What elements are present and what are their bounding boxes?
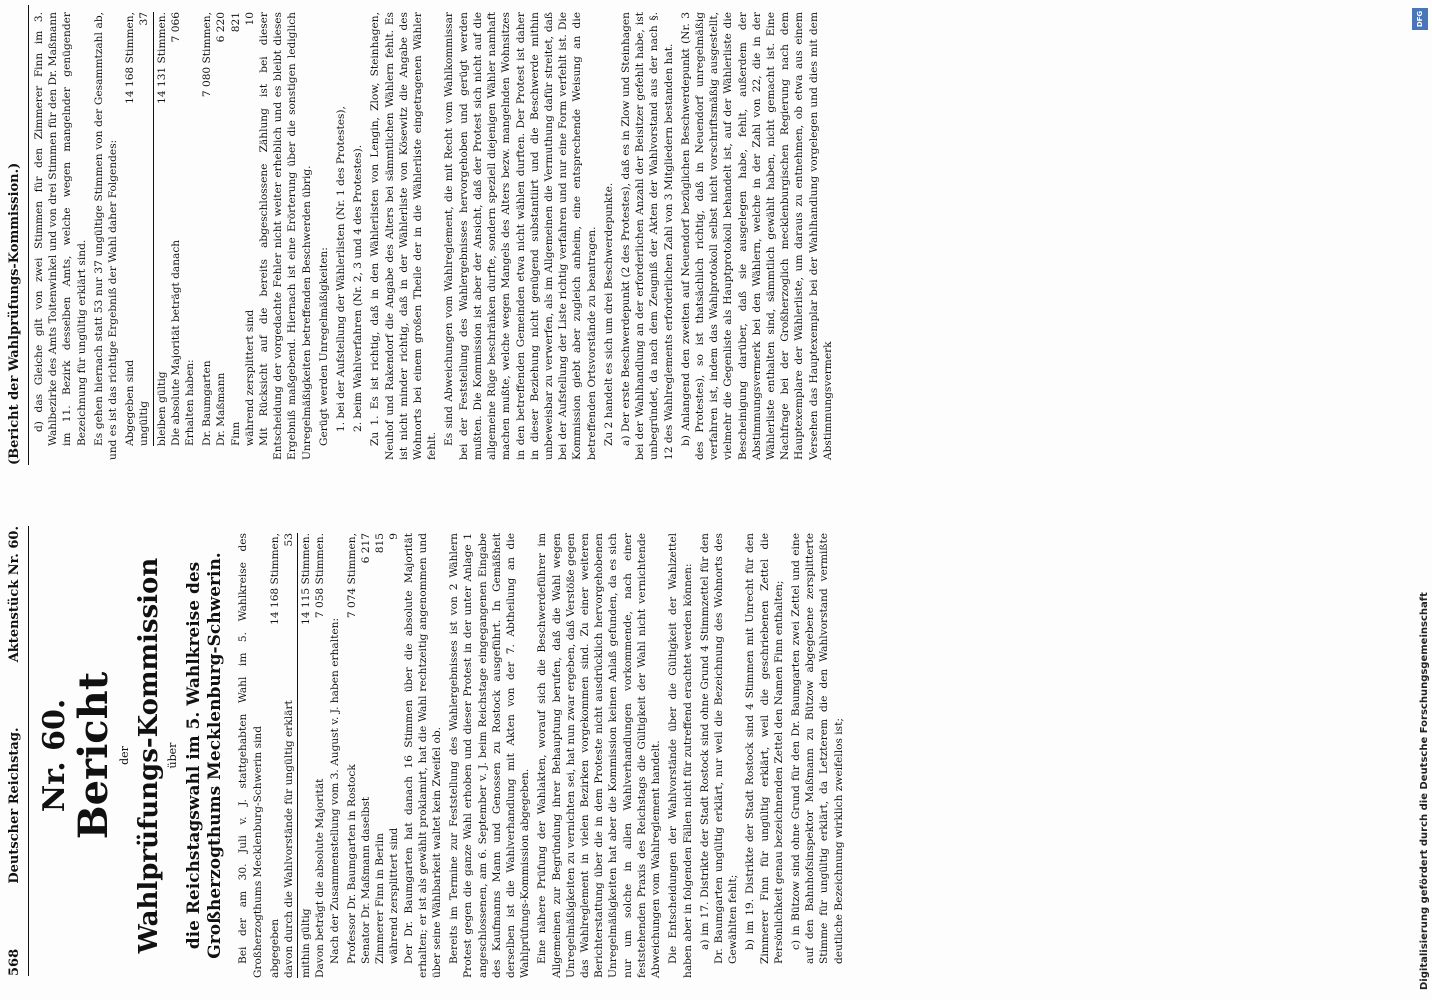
tally-row: abgegeben 14 168 Stimmen, xyxy=(268,533,281,978)
list-item: 2. beim Wahlverfahren (Nr. 2, 3 und 4 des Protestes). xyxy=(352,144,365,432)
dfg-logo-icon: DFG xyxy=(1412,8,1428,30)
candidate-row: Professor Dr. Baumgarten in Rostock 7 074 Stimmen, xyxy=(345,533,358,964)
list-item: d) das Gleiche gilt von zwei Stimmen für den Zimmerer Finn im 3. Wahlbezirke des Amts Toitenwinkel und von drei Stimmen für den Dr. Maßmann im 11. Bezirk desselben Amts, welche wegen mangelnder genügender Bezeichnung für ungültig erklärt sind. xyxy=(33,12,88,446)
body-paragraph: Zu 1. Es ist richtig, daß in den Wählerlisten von Lengin, Zlow, Steinhagen, Neuhof und Rakendorf die Angabe des Alters bei sämmtlichen Wählern fehlt. Es ist nicht minder richtig, daß in der Wählerliste von Kösewitz die Angabe des Wohnorts bei einem großen Theile der in die Wählerliste eingetragenen Wähler fehlt. xyxy=(369,12,439,460)
recount-table xyxy=(123,12,183,446)
received-row: Dr. Maßmann 6 220 xyxy=(215,12,228,446)
recount-row: bleiben gültig 14 131 Stimmen. xyxy=(155,12,168,446)
running-title: Deutscher Reichstag. xyxy=(6,727,22,884)
tally-row: davon durch die Wahlvorstände für ungültig erklärt 53 xyxy=(283,533,296,978)
list-item: c) in Bützow sind ohne Grund für den Dr. Baumgarten zwei Zettel und eine auf den Bahnhofsinspektor Maßmann zu Bützow abgegebene zersplitterte Stimme für ungültig erklärt, da Letzterem die den Wahlvorstand vermißte deutliche Bezeichnung wirklich zweifellos ist; xyxy=(789,533,845,964)
commission-name: Wahlprüfungs-Kommission xyxy=(134,557,165,954)
body-paragraph: Zu 2 handelt es sich um drei Beschwerdepunkte. xyxy=(602,182,615,446)
sum-rule xyxy=(153,12,154,446)
list-item: a) im 17. Distrikte der Stadt Rostock sind ohne Grund 4 Stimmzettel für den Dr. Baumgarten ungültig erklärt, nur weil die Bezeichnung des Wohnorts des Gewählten fehlt; xyxy=(698,533,740,964)
body-paragraph: Eine nähere Prüfung der Wahlakten, worauf sich die Beschwerdeführer im Allgemeinen zur Begründung ihrer Behauptung berufen, daß die Wahl wegen Unregelmäßigkeiten zu vernichten sei, hat nun zwar ergeben, daß Verstöße gegen das Wahlreglement in vielen Bezirken vorgekommen sind. Zu einer weiteren Berichterstattung über die in dem Proteste nicht ausdrücklich hervorgehobenen Unregelmäßigkeiten hat aber die Kommission keinen Anlaß gefunden, da es sich nur um solche in allen Wahlverhandlungen vorkommende, nach einer feststehenden Praxis des Reichstags die Gültigkeit der Wahl nicht vernichtende Abweichungen vom Wahlreglement handelt. xyxy=(536,533,663,978)
body-paragraph: Es sind Abweichungen vom Wahlreglement, die mit Recht vom Wahlkommissar bei der Feststellung des Wahlergebnisses hervorgehoben und gerügt werden mußten. Die Kommission ist aber der Ansicht, daß der Protest sich nicht auf die allgemeine Rüge beschränken durfte, sondern speziell diejenigen Wähler namhaft machen mußte, welche wegen Mangels des Alters bezw. mangelnden Wohnsitzes in den betreffenden Gemeinden etwa nicht wählen durften. Der Protest ist daher in dieser Beziehung nicht genügend substantiirt und die Beschwerde mithin unbeweisbar zu verwerfen, als im Allgemeinen die Vermuthung dafür streitet, daß bei der Aufstellung der Liste richtig verfahren und nur eine Form verfehlt ist. Die Kommission giebt aber zugleich anheim, eine entsprechende Weisung an die betreffenden Ortsvorstände zu beantragen. xyxy=(443,12,598,460)
der-label: der xyxy=(118,746,131,765)
report-subject: die Reichstagswahl im 5. Wahlkreise des Großherzogthums Mecklenburg-Schwerin. xyxy=(184,552,226,959)
body-paragraph: Gerügt werden Unregelmäßigkeiten: xyxy=(317,247,330,446)
document-label: Aktenstück Nr. 60. xyxy=(6,526,22,663)
left-page-header xyxy=(0,526,29,976)
body-paragraph: Der Dr. Baumgarten hat danach 16 Stimmen über die absolute Majorität erhalten; er ist als gewählt proklamirt, hat die Wahl rechtzeitig angenommen und über seine Wählbarkeit waltet kein Zweifel ob. xyxy=(402,533,444,978)
document-title: Bericht xyxy=(70,671,117,840)
sum-rule xyxy=(297,533,298,978)
candidate-row: Zimmerer Finn in Berlin 815 xyxy=(374,533,387,964)
recount-row: ungültig 37 xyxy=(138,12,151,446)
after-tally-paragraph: Nach der Zusammenstellung vom 3. August v. J. haben erhalten: xyxy=(328,617,341,964)
recount-intro: Es gehen hiernach statt 53 nur 37 ungültige Stimmen von der Gesammtzahl ab, und es ist das richtige Ergebniß der Wahl daher Folgendes: xyxy=(92,12,120,460)
candidates-table xyxy=(345,533,402,964)
received-row: während zersplittert sind 10 xyxy=(243,12,256,446)
right-column xyxy=(32,12,838,460)
body-paragraph: Die Entscheidungen der Wahlvorstände über die Gültigkeit der Wahlzettel haben aber in folgenden Fällen nicht für zutreffend erachtet werden können: xyxy=(667,533,694,978)
page-number: 568 xyxy=(6,948,22,976)
tally-row: Davon beträgt die absolute Majorität 7 058 Stimmen. xyxy=(314,533,327,978)
received-row: Dr. Baumgarten 7 080 Stimmen, xyxy=(201,12,214,446)
body-paragraph: Mit Rücksicht auf die bereits abgeschlossene Zählung ist bei dieser Entscheidung der vorgedachte Fehler nicht weiter erheblich und es bleibt dieses Ergebniß maßgebend. Hiernach ist eine Erörterung über die sonstigen lediglich Unregelmäßigkeiten betreffenden Beschwerden übrig. xyxy=(258,12,313,460)
document-number: Nr. 60. xyxy=(37,698,72,813)
body-paragraph: b) Anlangend den zweiten auf Neuendorf bezüglichen Beschwerdepunkt (Nr. 3 des Protestes), so ist thatsächlich richtig, daß in Neuendorf unregelmäßig verfahren ist, indem das Wahlprotokoll selbst nicht vorschriftsmäßig ausgestellt, vielmehr die Gegenliste als Hauptprotokoll behandelt ist, auf der Wählerliste die Bescheinigung darüber, daß sie ausgelegen habe, fehlt, außerdem der Abstimmungsvermerk bei den Wählern, welche in der Zahl von 22, die in der Wählerliste enthalten sind, sämmtlich gewählt haben, nicht gemacht ist. Eine Nachfrage bei der Großherzoglich mecklenburgischen Regierung nach dem Hauptexemplare der Wählerliste, um daraus zu entnehmen, ob etwa aus einem Versehen das Hauptexemplar bei der Wahlhandlung vorgelegen und dies mit dem Abstimmungsvermerk xyxy=(679,12,834,460)
recount-row: Abgegeben sind 14 168 Stimmen, xyxy=(124,12,137,446)
received-row: Finn 821 xyxy=(229,12,242,446)
recount-row: Die absolute Majorität beträgt danach 7 066 xyxy=(169,12,182,446)
intro-paragraph: Bei der am 30. Juli v. J. stattgehabten Wahl im 5. Wahlkreise des Großherzogthums Mecklenburg-Schwerin sind xyxy=(237,533,264,978)
received-label: Erhalten haben: xyxy=(184,359,197,446)
ueber-label: über xyxy=(166,742,180,769)
left-column xyxy=(32,533,849,978)
candidate-row: während zersplittert sind 9 xyxy=(388,533,401,964)
list-item: b) im 19. Distrikte der Stadt Rostock sind 4 Stimmen mit Unrecht für den Zimmerer Finn für ungültig erklärt, weil die geschriebenen Zettel die Persönlichkeit genau bezeichnenden Zettel den Namen Finn enthalten; xyxy=(744,533,785,964)
list-item: 1. bei der Aufstellung der Wählerlisten (Nr. 1 des Protestes), xyxy=(335,106,348,432)
tally-table xyxy=(268,533,328,978)
received-table xyxy=(200,12,257,446)
tally-row: mithin gültig 14 115 Stimmen. xyxy=(300,533,313,978)
right-page-header xyxy=(0,5,29,465)
candidate-row: Senator Dr. Maßmann daselbst 6 217 xyxy=(360,533,373,964)
running-title-right: (Bericht der Wahlprüfungs-Kommission.) xyxy=(6,162,22,465)
digitization-note: Digitalisierung gefördert durch die Deutsche Forschungsgemeinschaft xyxy=(1419,592,1430,990)
body-paragraph: Bereits im Termine zur Feststellung des Wahlergebnisses ist von 2 Wählern Protest gegen die ganze Wahl erhoben und dieser Protest in der unter Anlage 1 angeschlossenen, am 6. September v. J. beim Reichstage eingegangenen Eingabe des Kaufmanns Mann und Genossen zu Rostock ausgeführt. In Gemäßheit derselben ist die Wahlverhandlung mit Akten von der 7. Abtheilung an die Wahlprüfungs-Kommission abgegeben. xyxy=(448,533,532,978)
body-paragraph: a) Der erste Beschwerdepunkt (2 des Protestes), daß es in Zlow und Steinhagen bei der Wahlhandlung an der erforderlichen Anzahl der Beisitzer gefehlt habe, ist unbegründet, da nach dem Zeugniß der Akten der Wahlvorstand aus der nach §. 12 des Wahlreglements erforderlichen Zahl von 3 Mitgliedern bestanden hat. xyxy=(619,12,675,460)
